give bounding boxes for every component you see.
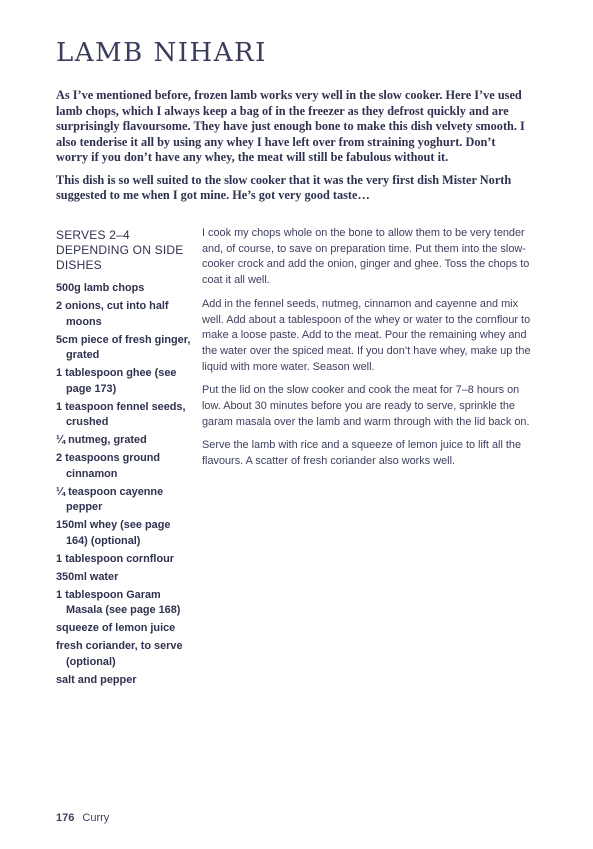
ingredient-item: fresh coriander, to serve (optional) (56, 640, 183, 668)
method-step: Serve the lamb with rice and a squeeze of lemon juice to lift all the flavours. A scatter of fresh coriander also works well. (202, 439, 522, 468)
ingredient-item: ¼ teaspoon cayenne pepper (56, 485, 164, 513)
method-steps (202, 226, 538, 478)
ingredient-item: squeeze of lemon juice (56, 622, 176, 634)
recipe-title: LAMB NIHARI (56, 38, 267, 68)
ingredient-item: 500g lamb chops (56, 282, 145, 294)
method-step: Add in the fennel seeds, nutmeg, cinnamon and cayenne and mix well. Add about a tablespoon of the whey or water to the cornflour to make a loose paste. Add to the meat. Pour the remaining whey and the water over the spiced meat. If you don’t have whey, make up the liquid with more water. Season well. (202, 297, 531, 373)
ingredient-item: 1 tablespoon ghee (see page 173) (56, 367, 177, 395)
section-name: Curry (82, 812, 110, 824)
ingredient-item: 350ml water (56, 570, 119, 583)
ingredient-item: ¼ nutmeg, grated (56, 434, 147, 446)
method-step: Put the lid on the slow cooker and cook the meat for 7–8 hours on low. About 30 minutes before you are ready to serve, sprinkle the garam masala over the lamb and warm through with the lid back on. (202, 384, 530, 428)
intro-paragraph: This dish is so well suited to the slow cooker that it was the very first dish Mister North suggested to me when I got mine. He’s got very good taste… (56, 172, 512, 202)
ingredient-list (56, 281, 194, 691)
serves-label: SERVES 2–4 DEPENDING ON SIDE DISHES (56, 228, 184, 272)
ingredient-item: 1 teaspoon fennel seeds, crushed (56, 400, 186, 428)
method-step: I cook my chops whole on the bone to allow them to be very tender and, of course, to save on preparation time. Put them into the slow-cooker crock and add the onion, ginger and ghee. Toss the chops to coat it all well. (202, 227, 530, 287)
ingredient-item: salt and pepper (56, 673, 137, 686)
ingredient-item: 5cm piece of fresh ginger, grated (56, 333, 191, 361)
ingredient-item: 150ml whey (see page 164) (optional) (56, 519, 171, 547)
ingredient-item: 2 teaspoons ground cinnamon (56, 452, 161, 480)
page-footer (56, 812, 109, 824)
ingredient-item: 1 tablespoon cornflour (56, 552, 174, 565)
intro-paragraph: As I’ve mentioned before, frozen lamb works very well in the slow cooker. Here I’ve used lamb chops, which I always keep a bag of in the freezer as they defrost quickly and are surprisingly flavoursome. They have just enough bone to make this dish velvety smooth. I also tenderise it all by using any whey I have left over from straining yoghurt. Don’t worry if you don’t have any whey, the meat will still be fabulous without it. (56, 88, 525, 164)
ingredient-item: 1 tablespoon Garam Masala (see page 168) (56, 588, 181, 616)
page-number: 176 (56, 812, 75, 824)
intro-text (56, 88, 526, 211)
ingredient-item: 2 onions, cut into half moons (56, 300, 169, 328)
